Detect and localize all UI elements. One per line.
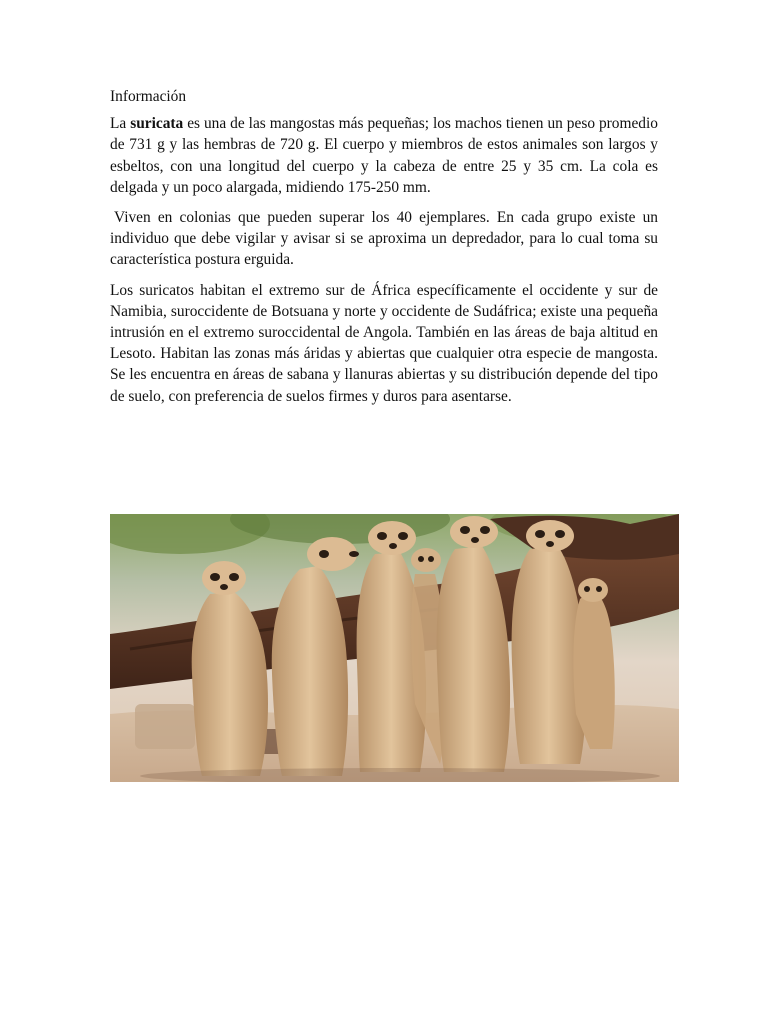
section-heading: Información xyxy=(110,88,187,105)
meerkats-photo xyxy=(110,514,679,782)
paragraph-2: Viven en colonias que pueden superar los 40 ejemplares. En cada grupo existe un individuo que debe vigilar y avisar si se aproxima un depredador, para lo cual toma su característica postura erguida. xyxy=(110,209,658,269)
paragraph-1-bold-term: suricata xyxy=(130,115,184,133)
paragraph-1-prefix: La xyxy=(110,115,131,133)
text-block xyxy=(110,86,658,416)
paragraph-3: Los suricatos habitan el extremo sur de África específicamente el occidente y sur de Namibia, suroccidente de Botsuana y norte y occidente de Sudáfrica; existe una pequeña intrusión en el extremo suroccidental de Angola. También en las áreas de baja altitud en Lesoto. Habitan las zonas más áridas y abiertas que cualquier otra especie de mangosta. Se les encuentra en áreas de sabana y llanuras abiertas y su distribución depende del tipo de suelo, con preferencia de suelos firmes y duros para asentarse. xyxy=(110,281,658,405)
paragraph-1-rest: es una de las mangostas más pequeñas; los machos tienen un peso promedio de 731 g y las hembras de 720 g. El cuerpo y miembros de estos animales son largos y esbeltos, con una longitud del cuerpo y la cabeza de entre 25 y 35 cm. La cola es delgada y un poco alargada, midiendo 175-250 mm. xyxy=(110,115,658,196)
meerkats-illustration xyxy=(110,514,679,782)
paragraph-1 xyxy=(110,113,658,198)
